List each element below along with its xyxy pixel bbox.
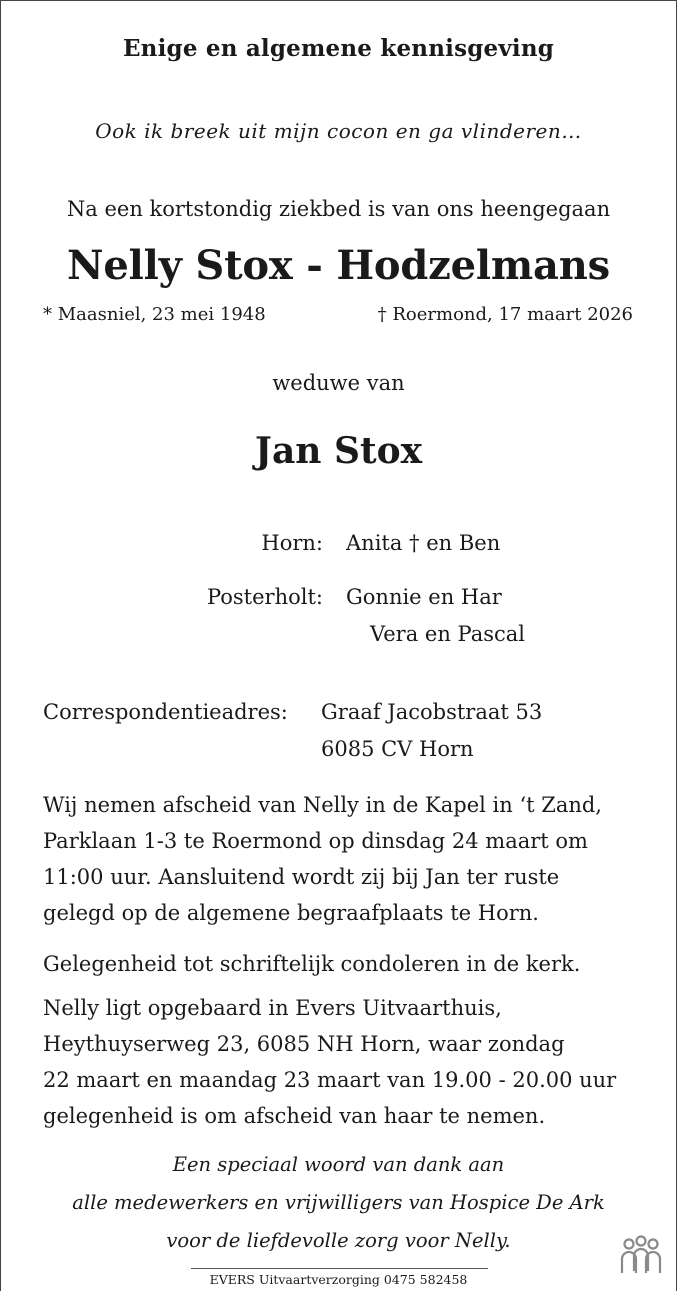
intro-text: Na een kortstondig ziekbed is van ons heengegaan xyxy=(66,197,611,221)
footer-divider xyxy=(191,1268,488,1269)
paragraph-line: Nelly ligt opgebaard in Evers Uitvaarthuis, xyxy=(43,996,502,1020)
family-names-posterholt-2: Vera en Pascal xyxy=(370,622,526,646)
condolence-paragraph xyxy=(43,946,643,982)
thanks-line: Een speciaal woord van dank aan xyxy=(172,1153,505,1176)
paragraph-line: 22 maart en maandag 23 maart van 19.00 - 20.00 uur xyxy=(43,1068,617,1092)
paragraph-line: Heythuyserweg 23, 6085 NH Horn, waar zondag xyxy=(43,1032,565,1056)
correspondence-city: 6085 CV Horn xyxy=(321,737,474,761)
people-group-icon xyxy=(616,1235,666,1277)
footer-text: EVERS Uitvaartverzorging 0475 582458 xyxy=(209,1272,468,1287)
paragraph-line: gelegenheid is om afscheid van haar te nemen. xyxy=(43,1104,546,1128)
thanks-line: voor de liefdevolle zorg voor Nelly. xyxy=(166,1229,511,1252)
thanks-line: alle medewerkers en vrijwilligers van Hospice De Ark xyxy=(72,1191,605,1214)
family-place-posterholt: Posterholt: xyxy=(206,585,323,609)
birth-info: * Maasniel, 23 mei 1948 xyxy=(43,304,266,325)
paragraph-line: Wij nemen afscheid van Nelly in de Kapel in ‘t Zand, xyxy=(43,793,602,817)
motto-quote: Ook ik breek uit mijn cocon en ga vlinderen… xyxy=(95,119,582,143)
viewing-paragraph xyxy=(43,990,643,1134)
deceased-name: Nelly Stox - Hodzelmans xyxy=(67,242,610,289)
widow-of-label: weduwe van xyxy=(272,371,405,395)
correspondence-label: Correspondentieadres: xyxy=(43,700,288,724)
family-names-horn: Anita † en Ben xyxy=(346,531,501,555)
family-names-posterholt-1: Gonnie en Har xyxy=(346,585,502,609)
husband-name: Jan Stox xyxy=(254,430,423,472)
paragraph-line: Gelegenheid tot schriftelijk condoleren in de kerk. xyxy=(43,952,581,976)
paragraph-line: 11:00 uur. Aansluitend wordt zij bij Jan ter ruste xyxy=(43,865,560,889)
family-place-horn: Horn: xyxy=(261,531,323,555)
farewell-paragraph xyxy=(43,787,643,931)
paragraph-line: gelegd op de algemene begraafplaats te Horn. xyxy=(43,901,539,925)
correspondence-street: Graaf Jacobstraat 53 xyxy=(321,700,543,724)
notice-header: Enige en algemene kennisgeving xyxy=(122,35,555,62)
death-info: † Roermond, 17 maart 2026 xyxy=(377,304,633,325)
paragraph-line: Parklaan 1-3 te Roermond op dinsdag 24 maart om xyxy=(43,829,588,853)
